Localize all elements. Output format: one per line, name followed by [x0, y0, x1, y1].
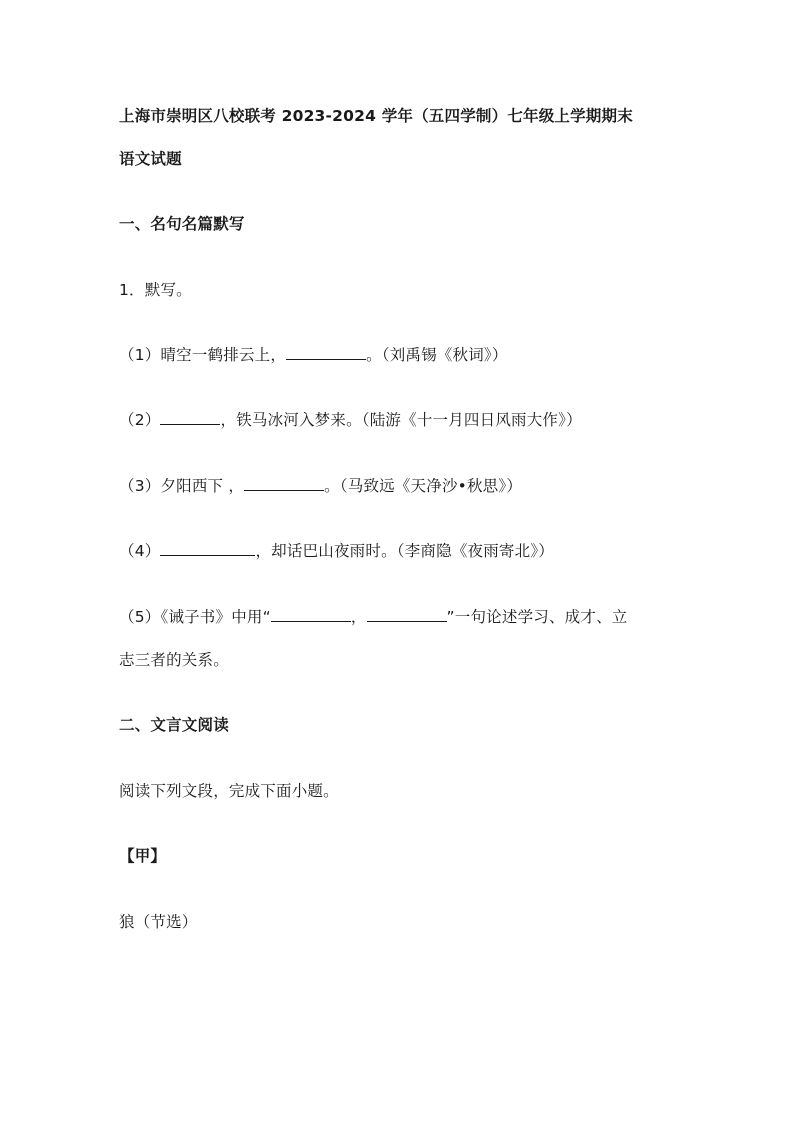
answer-blank[interactable] [367, 607, 447, 622]
question1-item-3 [119, 476, 522, 496]
document-title-line2: 语文试题 [119, 150, 182, 168]
question1-label: 1．默写。 [119, 281, 192, 299]
answer-blank[interactable] [271, 607, 351, 622]
item-text-pre: （4） [119, 542, 161, 560]
item-text-post: ，却话巴山夜雨时。（李商隐《夜雨寄北》） [255, 542, 554, 560]
answer-blank[interactable] [286, 345, 366, 360]
section2-heading: 二、文言文阅读 [119, 716, 229, 734]
passage-title: 狼（节选） [119, 913, 198, 931]
question1-item-5 [119, 607, 627, 627]
document-title-line1: 上海市崇明区八校联考 2023-2024 学年（五四学制）七年级上学期期末 [119, 107, 633, 125]
answer-blank[interactable] [160, 541, 255, 556]
passage-marker: 【甲】 [119, 847, 167, 865]
section1-heading: 一、名句名篇默写 [119, 215, 245, 233]
question1-item-2 [119, 410, 582, 430]
answer-blank[interactable] [244, 476, 324, 491]
question1-item-5-continued: 志三者的关系。 [119, 651, 229, 669]
item-text-pre: （5）《诫子书》中用“ [119, 608, 271, 626]
question1-item-4 [119, 541, 554, 561]
item-text-post: 。（刘禹锡《秋词》） [366, 346, 508, 364]
item-text-pre: （2） [119, 411, 161, 429]
item-text-post: 。（马致远《天净沙•秋思》） [324, 477, 523, 495]
item-text-post: ，铁马冰河入梦来。（陆游《十一月四日风雨大作》） [220, 411, 582, 429]
item-text-pre: （1）晴空一鹤排云上， [119, 346, 287, 364]
item-text-pre: （3）夕阳西下 ， [119, 477, 245, 495]
item-text-post: ”一句论述学习、成才、立 [446, 608, 628, 626]
answer-blank[interactable] [160, 410, 220, 425]
reading-instruction: 阅读下列文段，完成下面小题。 [119, 782, 339, 800]
item-text-mid: ， [350, 608, 367, 626]
question1-item-1 [119, 345, 508, 365]
